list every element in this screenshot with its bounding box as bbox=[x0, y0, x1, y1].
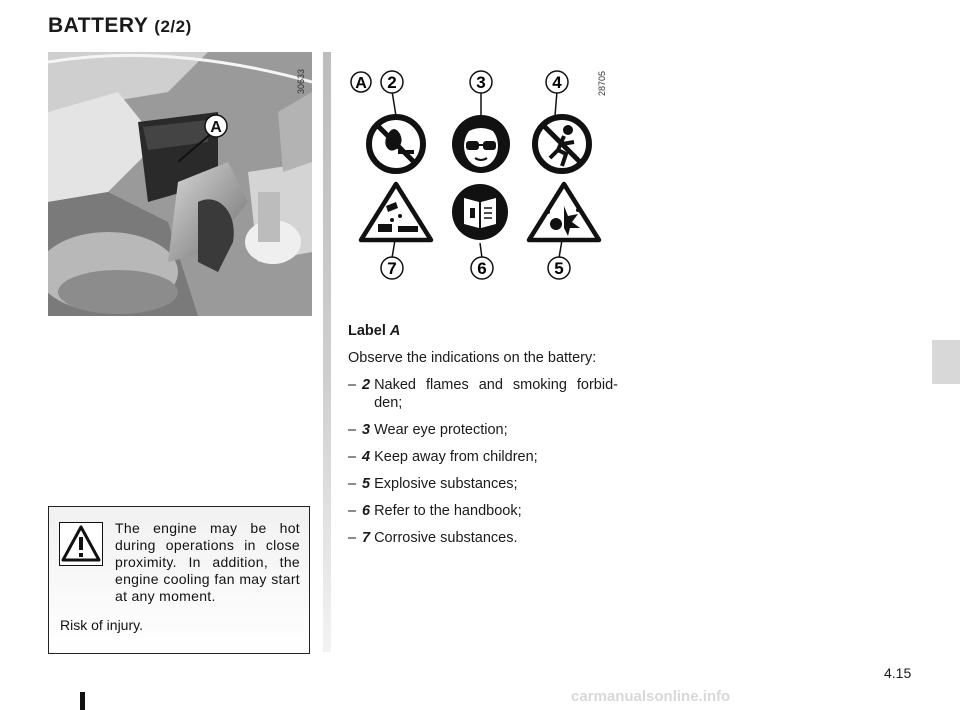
label-2: 2 bbox=[387, 73, 397, 92]
label-3: 3 bbox=[476, 73, 486, 92]
photo-reference-code: 30633 bbox=[296, 68, 306, 94]
intro-text: Observe the indications on the battery: bbox=[348, 350, 597, 366]
list-item: – 2 Naked flames and smoking forbid-den; bbox=[348, 377, 618, 411]
list-item: – 4 Keep away from children; bbox=[348, 449, 538, 465]
label-letter: A bbox=[389, 323, 401, 339]
page-title bbox=[48, 14, 192, 38]
label-6: 6 bbox=[477, 259, 487, 278]
no-flames-icon bbox=[369, 117, 423, 171]
warning-box bbox=[48, 506, 310, 654]
column-divider bbox=[323, 52, 331, 652]
corrosive-icon bbox=[361, 184, 431, 240]
label-4: 4 bbox=[552, 73, 562, 92]
label-prefix: Label bbox=[348, 323, 386, 339]
title-subtitle: (2/2) bbox=[154, 17, 192, 36]
section-tab bbox=[932, 340, 960, 384]
watermark: carmanualsonline.info bbox=[571, 688, 731, 705]
list-item: – 5 Explosive substances; bbox=[348, 476, 518, 492]
explosive-icon bbox=[529, 184, 599, 240]
list-item: – 7 Corrosive substances. bbox=[348, 530, 518, 546]
page-number: 4.15 bbox=[884, 665, 912, 681]
list-item: – 3 Wear eye protection; bbox=[348, 422, 508, 438]
keep-away-from-children-icon bbox=[535, 117, 589, 171]
label-a: A bbox=[355, 75, 367, 92]
label-7: 7 bbox=[387, 259, 397, 278]
warning-text: The engine may be hot during operations in close proximity. In addition, the engine cooling fan may start at any moment. bbox=[115, 520, 300, 604]
warning-risk: Risk of injury. bbox=[60, 617, 143, 633]
corner-mark bbox=[80, 692, 85, 710]
label-description bbox=[348, 322, 618, 556]
engine-bay-photo bbox=[48, 52, 312, 316]
warning-triangle-icon bbox=[59, 522, 103, 566]
battery-symbols-diagram bbox=[342, 58, 614, 290]
title-main: BATTERY bbox=[48, 14, 148, 37]
list-item: – 6 Refer to the handbook; bbox=[348, 503, 522, 519]
label-a-callout bbox=[351, 72, 371, 92]
refer-to-handbook-icon bbox=[452, 184, 508, 240]
label-heading bbox=[348, 322, 618, 340]
eye-protection-icon bbox=[452, 115, 510, 173]
symbols-reference-code: 28705 bbox=[597, 70, 607, 96]
photo-label-a: A bbox=[210, 119, 222, 136]
label-5: 5 bbox=[554, 259, 564, 278]
